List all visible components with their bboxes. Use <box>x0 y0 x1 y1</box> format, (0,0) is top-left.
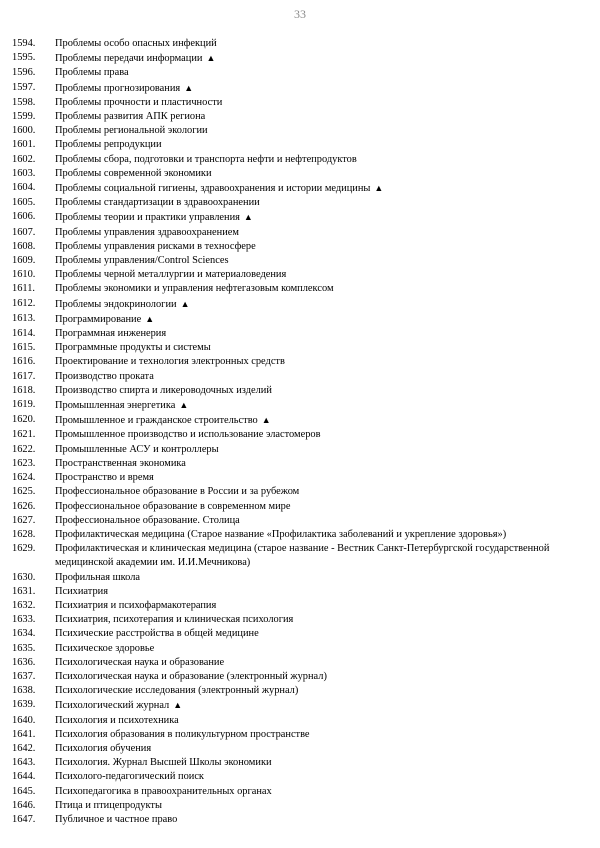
entry-number: 1605. <box>12 197 36 209</box>
entry-title <box>55 327 587 341</box>
list-item <box>12 585 587 599</box>
entry-number: 1612. <box>12 297 36 309</box>
entry-number: 1638. <box>12 685 36 697</box>
entry-title <box>55 770 587 784</box>
entry-number: 1626. <box>12 500 36 512</box>
entry-number: 1594. <box>12 38 36 49</box>
entry-title-text: Проблемы прочности и пластичности <box>55 96 223 108</box>
list-item <box>12 457 587 471</box>
entry-number: 1603. <box>12 167 36 179</box>
list-item <box>12 282 587 296</box>
list-item <box>12 124 587 138</box>
entry-title <box>55 485 587 499</box>
entry-title-text: Пространство и время <box>55 472 154 484</box>
entry-title <box>55 240 587 254</box>
entry-title <box>55 656 587 670</box>
entry-title <box>55 413 587 428</box>
entry-title-text: Психиатрия <box>55 585 108 597</box>
entry-title-text: Проблемы стандартизации в здравоохранении <box>55 197 260 209</box>
entry-title-text: Программная инженерия <box>55 328 167 340</box>
list-item <box>12 813 587 827</box>
list-item <box>12 167 587 181</box>
list-item <box>12 210 587 225</box>
list-item <box>12 153 587 167</box>
entry-title-text: Психиатрия, психотерапия и клиническая психология <box>55 614 294 626</box>
entry-number: 1619. <box>12 399 36 411</box>
entry-title-text: Промышленное и гражданское строительство <box>55 415 258 427</box>
entry-title <box>55 443 587 457</box>
entry-number: 1636. <box>12 656 36 668</box>
triangle-icon: ▲ <box>206 53 216 64</box>
list-item <box>12 138 587 152</box>
list-item <box>12 413 587 428</box>
list-item <box>12 728 587 742</box>
entry-number: 1610. <box>12 269 36 281</box>
entry-number: 1604. <box>12 182 36 194</box>
entry-number: 1630. <box>12 571 36 583</box>
entry-title <box>55 37 587 51</box>
entry-title-text: Психологические исследования (электронный журнал) <box>55 685 299 697</box>
triangle-icon: ▲ <box>184 82 194 93</box>
entry-title <box>55 728 587 742</box>
entry-number: 1613. <box>12 312 36 324</box>
entry-number: 1623. <box>12 457 36 469</box>
entry-title <box>55 670 587 684</box>
list-item <box>12 341 587 355</box>
entry-title-text: Профильная школа <box>55 571 141 583</box>
triangle-icon: ▲ <box>243 212 253 223</box>
entry-number: 1646. <box>12 799 36 811</box>
entry-number: 1616. <box>12 356 36 368</box>
entry-title <box>55 398 587 413</box>
entry-title <box>55 96 587 110</box>
list-item <box>12 642 587 656</box>
entry-title-text: Проблемы развития АПК региона <box>55 111 206 123</box>
list-item <box>12 66 587 80</box>
list-item <box>12 613 587 627</box>
entry-title <box>55 51 587 66</box>
entry-title-text: Проблемы современной экономики <box>55 167 212 179</box>
entry-number: 1611. <box>12 283 35 295</box>
entry-title <box>55 181 587 196</box>
entry-number: 1614. <box>12 328 36 340</box>
entry-title <box>55 370 587 384</box>
list-item <box>12 500 587 514</box>
entry-title <box>55 471 587 485</box>
entry-title-text: Проблемы управления/Control Sciences <box>55 255 229 267</box>
list-item <box>12 599 587 613</box>
list-item <box>12 670 587 684</box>
entry-title <box>55 528 587 542</box>
list-item <box>12 656 587 670</box>
triangle-icon: ▲ <box>173 700 183 711</box>
list-item <box>12 627 587 641</box>
entry-title <box>55 599 587 613</box>
entry-title <box>55 196 587 210</box>
entry-title <box>55 457 587 471</box>
entry-title <box>55 66 587 80</box>
entry-title-text: Профилактическая медицина (Старое название «Профилактика заболеваний и укрепление здоровья») <box>55 528 507 540</box>
entry-number: 1643. <box>12 757 36 769</box>
triangle-icon: ▲ <box>145 313 155 324</box>
entry-title-text: Психопедагогика в правоохранительных органах <box>55 785 272 797</box>
entry-number: 1622. <box>12 443 36 455</box>
list-item <box>12 181 587 196</box>
list-item <box>12 756 587 770</box>
entry-title-text: Проблемы управления рисками в техносфере <box>55 240 256 252</box>
entry-title-text: Проблемы права <box>55 67 129 79</box>
entry-number: 1635. <box>12 642 36 654</box>
entry-title <box>55 297 587 312</box>
list-item <box>12 571 587 585</box>
entry-title-text: Пространственная экономика <box>55 457 186 469</box>
entry-number: 1620. <box>12 414 36 426</box>
entry-title <box>55 153 587 167</box>
list-item <box>12 714 587 728</box>
entry-title-text: Психиатрия и психофармакотерапия <box>55 599 217 611</box>
entry-title-text: Психологическая наука и образование (электронный журнал) <box>55 670 327 682</box>
list-item <box>12 96 587 110</box>
entry-title <box>55 742 587 756</box>
entry-title-text: Проблемы социальной гигиены, здравоохранения и истории медицины <box>55 183 371 195</box>
entry-title-text: Психологический журнал <box>55 700 170 712</box>
list-item <box>12 514 587 528</box>
list-item <box>12 485 587 499</box>
entry-title <box>55 714 587 728</box>
entry-title <box>55 254 587 268</box>
entry-title-text: Проблемы теории и практики управления <box>55 212 240 224</box>
entry-title <box>55 282 587 296</box>
list-item <box>12 542 587 570</box>
entry-number: 1642. <box>12 742 36 754</box>
entry-title <box>55 684 587 698</box>
entry-title-text: Промышленное производство и использование эластомеров <box>55 429 321 441</box>
entry-title-text: Публичное и частное право <box>55 813 178 825</box>
entry-number: 1609. <box>12 255 36 267</box>
list-item <box>12 384 587 398</box>
entry-number: 1608. <box>12 240 36 252</box>
entry-title <box>55 756 587 770</box>
entry-number: 1641. <box>12 728 36 740</box>
entry-title-text: Психология. Журнал Высшей Школы экономики <box>55 757 272 769</box>
list-item <box>12 196 587 210</box>
entry-title-text: Промышленные АСУ и контроллеры <box>55 443 219 455</box>
entry-title-text: Промышленная энергетика <box>55 400 176 412</box>
entry-title-text: Проектирование и технология электронных средств <box>55 356 285 368</box>
entry-number: 1627. <box>12 514 36 526</box>
entry-number: 1618. <box>12 384 36 396</box>
triangle-icon: ▲ <box>179 400 189 411</box>
entry-title-text: Профессиональное образование в России и за рубежом <box>55 486 300 498</box>
entry-title <box>55 210 587 225</box>
entry-title-text: Программные продукты и системы <box>55 342 211 354</box>
entry-title-text: Психология образования в поликультурном пространстве <box>55 728 310 740</box>
entry-title-text: Психическое здоровье <box>55 642 155 654</box>
entry-title <box>55 268 587 282</box>
list-item <box>12 684 587 698</box>
entry-number: 1629. <box>12 543 36 555</box>
entry-number: 1600. <box>12 125 36 137</box>
list-item <box>12 312 587 327</box>
entry-title <box>55 341 587 355</box>
list-item <box>12 297 587 312</box>
list-item <box>12 81 587 96</box>
entry-title-text: Психические расстройства в общей медицине <box>55 628 259 640</box>
entry-title-text: Психология обучения <box>55 742 152 754</box>
entry-number: 1598. <box>12 96 36 108</box>
entry-title-text: Проблемы черной металлургии и материаловедения <box>55 269 287 281</box>
entry-number: 1645. <box>12 785 36 797</box>
entry-number: 1615. <box>12 342 36 354</box>
page-number: 33 <box>294 7 306 21</box>
entry-title <box>55 226 587 240</box>
entry-title <box>55 138 587 152</box>
entry-title <box>55 428 587 442</box>
list-item <box>12 799 587 813</box>
entry-number: 1625. <box>12 486 36 498</box>
list-item <box>12 254 587 268</box>
entry-title-text: Проблемы управления здравоохранением <box>55 226 239 238</box>
journal-list <box>12 37 587 827</box>
entry-title-text: Психологическая наука и образование <box>55 656 225 668</box>
entry-title-text: Программирование <box>55 313 142 325</box>
list-item <box>12 428 587 442</box>
entry-number: 1647. <box>12 813 36 825</box>
entry-number: 1632. <box>12 599 36 611</box>
list-item <box>12 528 587 542</box>
entry-title-text: Проблемы прогнозирования <box>55 82 181 94</box>
entry-title <box>55 500 587 514</box>
entry-number: 1606. <box>12 211 36 223</box>
entry-title-text: Проблемы эндокринологии <box>55 298 177 310</box>
list-item <box>12 37 587 51</box>
entry-title <box>55 542 587 570</box>
entry-title <box>55 785 587 799</box>
entry-title <box>55 799 587 813</box>
entry-title-text: Проблемы экономики и управления нефтегазовым комплексом <box>55 283 334 295</box>
entry-title-text: Производство спирта и ликероводочных изделий <box>55 384 272 396</box>
entry-number: 1637. <box>12 670 36 682</box>
list-item <box>12 110 587 124</box>
entry-title <box>55 124 587 138</box>
entry-number: 1595. <box>12 52 36 64</box>
entry-number: 1639. <box>12 699 36 711</box>
entry-title <box>55 110 587 124</box>
entry-number: 1617. <box>12 370 36 382</box>
entry-number: 1634. <box>12 628 36 640</box>
entry-number: 1597. <box>12 81 36 93</box>
entry-title <box>55 585 587 599</box>
entry-number: 1633. <box>12 614 36 626</box>
entry-number: 1596. <box>12 67 36 79</box>
entry-number: 1628. <box>12 528 36 540</box>
triangle-icon: ▲ <box>180 298 190 309</box>
entry-title <box>55 698 587 713</box>
entry-number: 1599. <box>12 111 36 123</box>
list-item <box>12 770 587 784</box>
list-item <box>12 742 587 756</box>
entry-title <box>55 167 587 181</box>
entry-title-text: Психолого-педагогический поиск <box>55 771 204 783</box>
list-item <box>12 398 587 413</box>
list-item <box>12 471 587 485</box>
entry-number: 1607. <box>12 226 36 238</box>
entry-title <box>55 384 587 398</box>
entry-title <box>55 312 587 327</box>
entry-title-text: Проблемы репродукции <box>55 139 162 151</box>
entry-number: 1601. <box>12 139 36 151</box>
entry-title-text: Психология и психотехника <box>55 714 179 726</box>
entry-title-text: Профилактическая и клиническая медицина (старое название - Вестник Санкт-Петербургской государственной медицинской академии им. И.И.Мечникова) <box>55 543 550 569</box>
entry-title <box>55 813 587 827</box>
list-item <box>12 698 587 713</box>
triangle-icon: ▲ <box>374 183 384 194</box>
entry-title <box>55 571 587 585</box>
list-item <box>12 355 587 369</box>
entry-title-text: Профессиональное образование в современном мире <box>55 500 291 512</box>
entry-title <box>55 642 587 656</box>
entry-number: 1602. <box>12 153 36 165</box>
triangle-icon: ▲ <box>261 415 271 426</box>
list-item <box>12 240 587 254</box>
entry-title-text: Профессиональное образование. Столица <box>55 514 240 526</box>
entry-title-text: Проблемы сбора, подготовки и транспорта нефти и нефтепродуктов <box>55 153 357 165</box>
list-item <box>12 370 587 384</box>
entry-title-text: Проблемы региональной экологии <box>55 125 208 137</box>
list-item <box>12 268 587 282</box>
list-item <box>12 327 587 341</box>
entry-number: 1624. <box>12 472 36 484</box>
entry-title-text: Проблемы особо опасных инфекций <box>55 38 217 49</box>
entry-title <box>55 355 587 369</box>
list-item <box>12 226 587 240</box>
entry-title <box>55 613 587 627</box>
entry-title-text: Птица и птицепродукты <box>55 799 162 811</box>
entry-number: 1640. <box>12 714 36 726</box>
entry-number: 1621. <box>12 429 36 441</box>
entry-title-text: Проблемы передачи информации <box>55 53 203 65</box>
entry-title-text: Производство проката <box>55 370 154 382</box>
entry-number: 1631. <box>12 585 36 597</box>
entry-title <box>55 627 587 641</box>
list-item <box>12 785 587 799</box>
list-item <box>12 443 587 457</box>
entry-title <box>55 81 587 96</box>
entry-number: 1644. <box>12 771 36 783</box>
entry-title <box>55 514 587 528</box>
list-item <box>12 51 587 66</box>
